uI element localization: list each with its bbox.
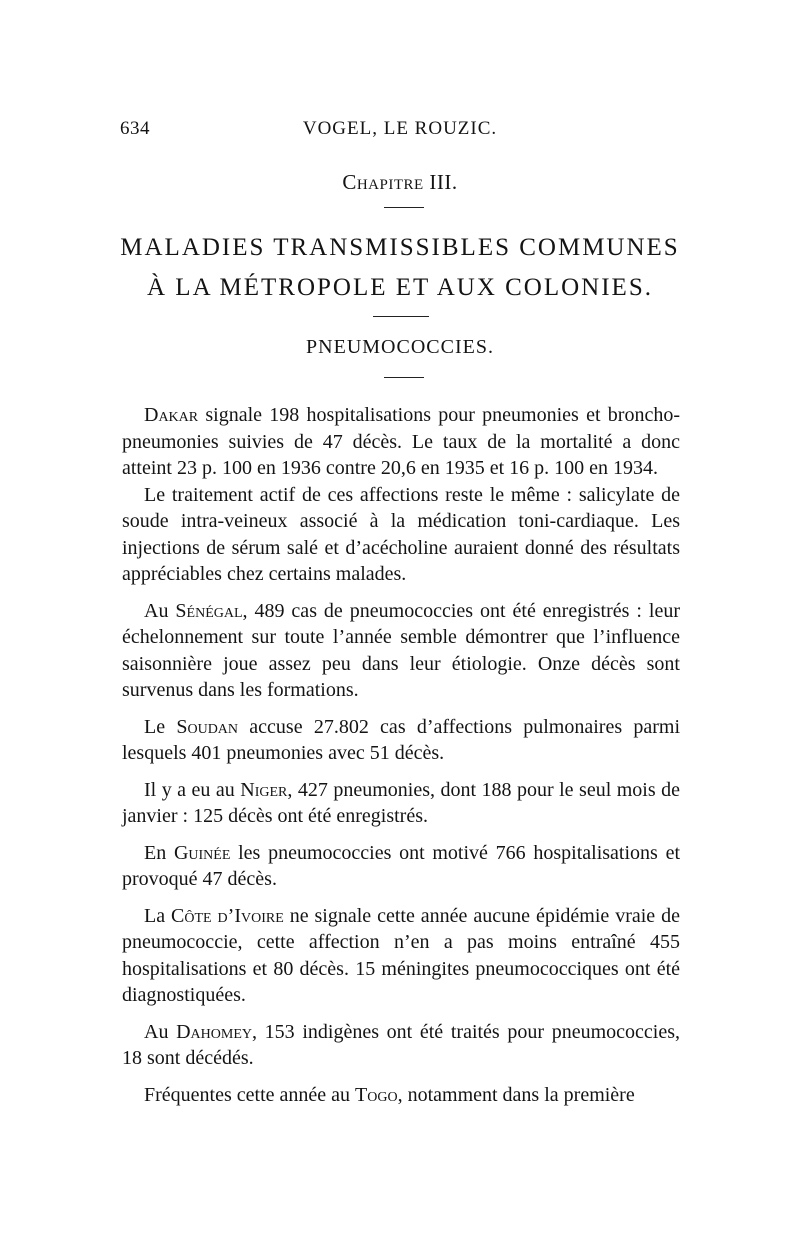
chapter-title-line-2: À LA MÉTROPOLE ET AUX COLONIES. [147,274,653,301]
divider-rule [373,316,429,317]
body-text [122,402,680,1118]
paragraph-lead: Il y a eu au [144,778,241,801]
running-title: VOGEL, LE ROUZIC. [302,118,498,139]
paragraph-lead: Au [144,1020,177,1043]
paragraph-cote-ivoire [122,903,680,1009]
paragraph-dakar [122,402,680,482]
place-name: Côte d’Ivoire [171,904,284,927]
paragraph-lead: Au [144,599,176,622]
place-name: Guinée [173,841,231,864]
paragraph-text: , 427 pneumonies, dont 188 pour le seul mois de janvier : 125 décès ont été enregistrés. [122,778,680,827]
divider-rule [384,207,424,208]
section-heading: PNEUMOCOCCIES. [306,336,494,358]
page-number: 634 [120,118,150,139]
place-name: Togo [355,1083,398,1106]
paragraph-text: signale 198 hospitalisations pour pneumonies et broncho-pneumonies suivies de 47 décès. Le taux de la mortalité a donc atteint 23 p. 100 en 1936 contre 20,6 en 1935 et 16 p. 100 en 1934. [122,404,680,479]
place-name: Sénégal [175,599,243,622]
running-head [120,118,680,144]
paragraph-dahomey [122,1019,680,1072]
paragraph-text: , 489 cas de pneumococcies ont été enregistrés : leur échelonnement sur toute l’année semble démontrer que l’influence saisonnière joue assez peu dans leur étiologie. Onze décès sont survenus dans les formations. [122,599,680,701]
paragraph-guinee [122,840,680,893]
place-name: Dahomey [176,1020,252,1043]
paragraph-lead: Fréquentes cette année au [144,1083,356,1106]
paragraph-treatment [122,482,680,588]
paragraph-niger [122,777,680,830]
paragraph-text: , notamment dans la première [397,1083,635,1106]
place-name: Dakar [144,404,199,426]
place-name: Soudan [176,715,239,738]
paragraph-lead: Le [144,715,177,738]
place-name: Niger [240,778,288,801]
chapter-title-line-1: MALADIES TRANSMISSIBLES COMMUNES [120,234,680,261]
paragraph-text: , 153 indigènes ont été traités pour pneumococcies, 18 sont décédés. [122,1020,680,1069]
paragraph-lead: La [144,904,172,927]
paragraph-togo [122,1082,680,1109]
paragraph-senegal [122,598,680,704]
paragraph-soudan [122,714,680,767]
divider-rule [384,377,424,378]
paragraph-text: Le traitement actif de ces affections reste le même : salicylate de soude intra-veineux associé à la médication toni-cardiaque. Les injections de sérum salé et d’acécholine auraient donné des résultats appréciables chez certains malades. [122,483,680,585]
paragraph-text: ne signale cette année aucune épidémie vraie de pneumococcie, cette affection n’en a pas moins entraîné 455 hospitalisations et 80 décès. 15 méningites pneumococciques ont été diagnostiquées. [122,904,680,1006]
paragraph-text: les pneumococcies ont motivé 766 hospitalisations et provoqué 47 décès. [122,841,680,890]
paragraph-text: accuse 27.802 cas d’affections pulmonaires parmi lesquels 401 pneumonies avec 51 décès. [122,715,680,764]
chapter-title [110,228,690,308]
chapter-heading: Chapitre III. [342,170,458,194]
paragraph-lead: En [144,841,174,864]
